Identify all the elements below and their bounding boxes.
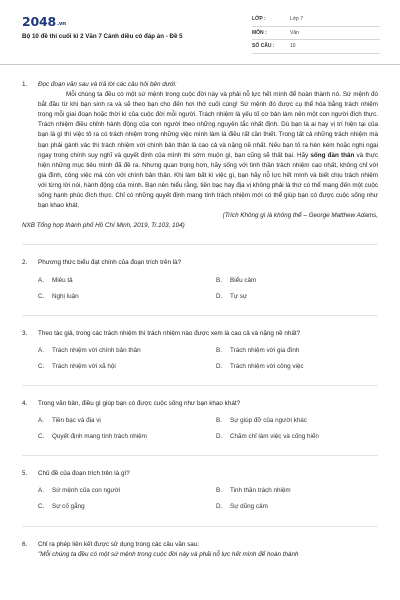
question-text: Trong văn bản, điều gì giúp bạn có được cuộc sống như bạn khao khát? xyxy=(38,399,241,407)
passage-source-line-2: NXB Tổng hợp thành phố Hồ Chí Minh, 2019, Tr.103, 104) xyxy=(22,222,185,230)
question-number: 4. xyxy=(22,399,28,407)
answer-options xyxy=(38,486,378,512)
option-text: Tiền bạc và địa vị xyxy=(52,417,101,425)
option-text: Trách nhiệm với gia đình xyxy=(230,346,300,354)
option-text: Chăm chỉ làm việc và cống hiến xyxy=(230,433,319,441)
option-c[interactable] xyxy=(38,502,216,512)
option-letter: D. xyxy=(216,292,223,300)
option-letter: C. xyxy=(38,362,45,370)
option-letter: A. xyxy=(38,276,44,284)
question-3 xyxy=(22,329,378,372)
option-a[interactable] xyxy=(38,276,216,286)
question-number: 5. xyxy=(22,470,28,478)
option-d[interactable] xyxy=(216,502,394,512)
question-2 xyxy=(22,258,378,301)
question-number: 2. xyxy=(22,259,28,267)
question-5 xyxy=(22,469,378,512)
option-letter: C. xyxy=(38,433,45,441)
option-text: Sự cố gắng xyxy=(52,503,85,511)
option-a[interactable] xyxy=(38,416,216,426)
option-letter: A. xyxy=(38,487,44,495)
question-separator xyxy=(22,315,378,316)
option-text: Trách nhiệm với công việc xyxy=(230,362,304,370)
meta-table xyxy=(252,13,380,54)
passage-source-line-1: (Trích Không gì là không thể – George Matthew Adams, xyxy=(222,212,378,220)
question-text: Theo tác giả, trong các trách nhiệm thì trách nhiệm nào được xem là cao cả và nặng nề nhất? xyxy=(38,329,301,337)
option-text: Tinh thần trách nhiệm xyxy=(230,487,291,495)
option-text: Sứ mệnh của con người xyxy=(52,487,121,495)
option-letter: B. xyxy=(216,417,222,425)
option-b[interactable] xyxy=(216,276,394,286)
meta-label: LỚP : xyxy=(252,16,266,23)
option-d[interactable] xyxy=(216,292,394,302)
option-a[interactable] xyxy=(38,346,216,356)
reading-passage xyxy=(38,90,378,211)
question-separator xyxy=(22,385,378,386)
page-header xyxy=(0,0,400,62)
passage-text-b: và thực hiện những mục tiêu mình đã đề ra. Nhưng quan trọng hơn, hãy sống với tinh thần trách nhiệm cao nhất, không chỉ với gia đình, công việc mà còn với chính bản thân. Khi làm bất kì việc gì, bạn hãy nỗ lực hết mình và biết chịu trách nhiệm với từng lời nói, hành động của mình. Bạn nên hiểu rằng, tiền bạc hay địa vị không phải là thứ có thể mang đến một cuộc sống hạnh phúc đích thực. Chỉ có những quyết định mang tính trách nhiệm mới có thể giúp bạn có được cuộc sống như bạn khao khát. xyxy=(38,151,378,210)
option-text: Nghị luận xyxy=(52,292,79,300)
meta-value: Văn xyxy=(290,29,299,36)
question-list xyxy=(22,80,378,560)
option-d[interactable] xyxy=(216,362,394,372)
option-c[interactable] xyxy=(38,432,216,442)
answer-options xyxy=(38,416,378,442)
meta-row-class xyxy=(252,13,380,27)
option-letter: A. xyxy=(38,346,44,354)
question-separator xyxy=(22,244,378,245)
meta-label: MÔN : xyxy=(252,29,267,36)
question-4 xyxy=(22,399,378,442)
option-c[interactable] xyxy=(38,292,216,302)
option-letter: B. xyxy=(216,276,222,284)
option-letter: C. xyxy=(38,503,45,511)
question-text: Phương thức biểu đạt chính của đoạn trích trên là? xyxy=(38,259,182,267)
question-text: Chỉ ra phép liên kết được sử dụng trong các câu văn sau: xyxy=(38,540,199,548)
question-number: 1. xyxy=(22,81,28,88)
option-text: Trách nhiệm với chính bản thân xyxy=(52,346,141,354)
site-logo[interactable] xyxy=(22,14,66,29)
question-instruction: Đọc đoạn văn sau và trả lời các câu hỏi bên dưới: xyxy=(38,81,177,88)
option-letter: A. xyxy=(38,417,44,425)
option-text: Sự dũng cảm xyxy=(230,503,268,511)
meta-row-count xyxy=(252,40,380,54)
option-letter: B. xyxy=(216,346,222,354)
logo-sub: .vn xyxy=(57,21,66,27)
passage-text-a: Mỗi chúng ta đều có một sứ mệnh trong cuộc đời này và phải nỗ lực hết mình để hoàn thành nó. Sứ mệnh đó bắt đầu từ khi bạn sinh ra và sẽ theo bạn cho đến hơi thở cuối cùng! Sứ mệnh đó được cụ thể hóa bằng trách nhiệm trong mỗi giai đoạn hoặc thời kì của cuộc đời mỗi người. Trách nhiệm là yếu tố cơ bản làm nên một con người đích thực. Trách nhiệm điều chỉnh hành động của con người theo những nguyên tắc nhất định. Dù bạn là ai hay vị trí hiện tại của bạn là gì thì việc tô ra có trách nhiệm trong những việc mình làm là điều rất cần thiết. Trong tất cả những trách nhiệm mà bạn phải gánh vác thì trách nhiệm với chính bản thân là cao cả và nặng nề nhất. Nếu bạn tỏ ra hèn kém hoặc nghi ngại ngay trong chính suy nghĩ và quyết định của mình thì sớm muộn gì, bạn cũng sẽ thất bại. Hãy xyxy=(38,91,378,159)
meta-row-subject xyxy=(252,27,380,41)
header-divider xyxy=(0,64,400,65)
answer-options xyxy=(38,276,378,302)
option-b[interactable] xyxy=(216,346,394,356)
option-text: Sự giúp đỡ của người khác xyxy=(230,417,307,425)
question-number: 6. xyxy=(22,540,28,548)
option-b[interactable] xyxy=(216,486,394,496)
option-text: Biểu cảm xyxy=(230,276,257,284)
option-letter: B. xyxy=(216,487,222,495)
option-letter: C. xyxy=(38,292,45,300)
option-c[interactable] xyxy=(38,362,216,372)
question-1 xyxy=(22,80,378,231)
option-text: Quyết định mang tính trách nhiệm xyxy=(52,433,147,441)
question-quote: "Mỗi chúng ta đều có một sứ mệnh trong cuộc đời này và phải nỗ lực hết mình để hoàn thành xyxy=(38,550,299,558)
option-letter: D. xyxy=(216,362,223,370)
option-letter: D. xyxy=(216,503,223,511)
option-text: Trách nhiệm với xã hội xyxy=(52,362,116,370)
option-letter: D. xyxy=(216,433,223,441)
document-title: Bộ 10 đề thi cuối kì 2 Văn 7 Cánh diều có đáp án - Đề 5 xyxy=(22,33,183,40)
option-text: Miêu tả xyxy=(52,276,73,284)
meta-value: 10 xyxy=(290,43,296,50)
option-text: Tự sự xyxy=(230,292,248,300)
question-number: 3. xyxy=(22,329,28,337)
logo-main: 2048 xyxy=(22,14,56,29)
question-text: Chủ đề của đoạn trích trên là gì? xyxy=(38,470,130,478)
question-6 xyxy=(22,540,378,560)
option-d[interactable] xyxy=(216,432,394,442)
option-b[interactable] xyxy=(216,416,394,426)
question-separator xyxy=(22,526,378,527)
question-separator xyxy=(22,455,378,456)
meta-label: SỐ CÂU : xyxy=(252,43,275,50)
answer-options xyxy=(38,346,378,372)
passage-bold-text: sống đàn thân xyxy=(310,151,355,159)
meta-value: Lớp 7 xyxy=(290,16,304,23)
option-a[interactable] xyxy=(38,486,216,496)
